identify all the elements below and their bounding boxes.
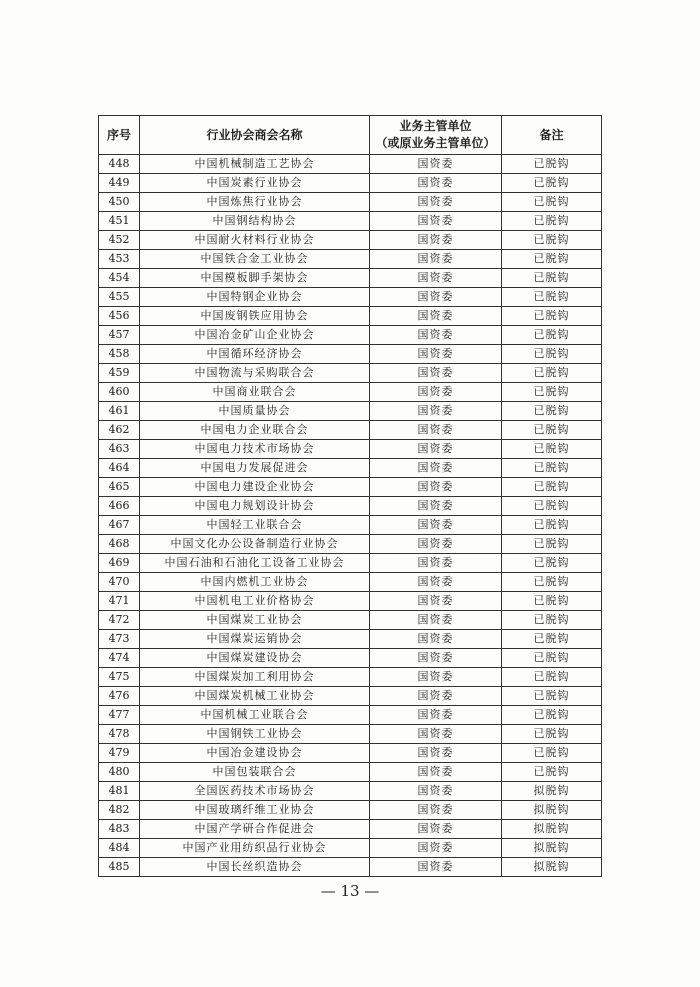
cell-association-name: 中国耐火材料行业协会 (140, 231, 370, 250)
cell-remarks: 已脱钩 (502, 592, 602, 611)
cell-association-name: 中国煤炭加工利用协会 (140, 668, 370, 687)
cell-association-name: 中国钢铁工业协会 (140, 725, 370, 744)
cell-remarks: 已脱钩 (502, 288, 602, 307)
cell-association-name: 中国煤炭运销协会 (140, 630, 370, 649)
table-row (99, 212, 602, 231)
cell-remarks: 已脱钩 (502, 383, 602, 402)
cell-remarks: 已脱钩 (502, 516, 602, 535)
header-serial-number: 序号 (99, 116, 140, 155)
cell-supervising-unit: 国资委 (370, 573, 502, 592)
cell-remarks: 已脱钩 (502, 535, 602, 554)
cell-remarks: 已脱钩 (502, 231, 602, 250)
cell-serial-number: 462 (99, 421, 140, 440)
cell-supervising-unit: 国资委 (370, 801, 502, 820)
cell-supervising-unit: 国资委 (370, 649, 502, 668)
table-row (99, 744, 602, 763)
cell-supervising-unit: 国资委 (370, 820, 502, 839)
cell-association-name: 中国电力规划设计协会 (140, 497, 370, 516)
table-row (99, 307, 602, 326)
cell-association-name: 中国铁合金工业协会 (140, 250, 370, 269)
table-row (99, 516, 602, 535)
cell-remarks: 拟脱钩 (502, 839, 602, 858)
cell-supervising-unit: 国资委 (370, 687, 502, 706)
cell-remarks: 已脱钩 (502, 155, 602, 174)
cell-serial-number: 464 (99, 459, 140, 478)
cell-supervising-unit: 国资委 (370, 269, 502, 288)
cell-association-name: 中国产学研合作促进会 (140, 820, 370, 839)
cell-serial-number: 476 (99, 687, 140, 706)
cell-remarks: 已脱钩 (502, 250, 602, 269)
cell-serial-number: 469 (99, 554, 140, 573)
cell-supervising-unit: 国资委 (370, 630, 502, 649)
cell-association-name: 中国包装联合会 (140, 763, 370, 782)
cell-supervising-unit: 国资委 (370, 725, 502, 744)
table-header-row (99, 116, 602, 155)
cell-association-name: 中国电力建设企业协会 (140, 478, 370, 497)
table-row (99, 763, 602, 782)
table-row (99, 687, 602, 706)
cell-association-name: 中国商业联合会 (140, 383, 370, 402)
cell-association-name: 中国循环经济协会 (140, 345, 370, 364)
cell-serial-number: 461 (99, 402, 140, 421)
header-association-name: 行业协会商会名称 (140, 116, 370, 155)
cell-serial-number: 483 (99, 820, 140, 839)
cell-association-name: 中国煤炭工业协会 (140, 611, 370, 630)
cell-association-name: 中国钢结构协会 (140, 212, 370, 231)
cell-supervising-unit: 国资委 (370, 174, 502, 193)
cell-serial-number: 450 (99, 193, 140, 212)
table-row (99, 706, 602, 725)
cell-serial-number: 471 (99, 592, 140, 611)
cell-remarks: 已脱钩 (502, 706, 602, 725)
cell-association-name: 中国电力发展促进会 (140, 459, 370, 478)
cell-remarks: 已脱钩 (502, 212, 602, 231)
cell-remarks: 已脱钩 (502, 725, 602, 744)
cell-serial-number: 465 (99, 478, 140, 497)
cell-supervising-unit: 国资委 (370, 288, 502, 307)
cell-remarks: 已脱钩 (502, 440, 602, 459)
cell-supervising-unit: 国资委 (370, 782, 502, 801)
cell-serial-number: 460 (99, 383, 140, 402)
cell-supervising-unit: 国资委 (370, 516, 502, 535)
cell-supervising-unit: 国资委 (370, 383, 502, 402)
cell-supervising-unit: 国资委 (370, 307, 502, 326)
cell-association-name: 中国长丝织造协会 (140, 858, 370, 877)
cell-serial-number: 474 (99, 649, 140, 668)
cell-remarks: 拟脱钩 (502, 858, 602, 877)
cell-serial-number: 485 (99, 858, 140, 877)
table-row (99, 231, 602, 250)
cell-supervising-unit: 国资委 (370, 706, 502, 725)
header-supervising-unit-line2: （或原业务主管单位） (375, 136, 496, 150)
table-row (99, 364, 602, 383)
cell-supervising-unit: 国资委 (370, 155, 502, 174)
cell-association-name: 中国石油和石油化工设备工业协会 (140, 554, 370, 573)
cell-remarks: 已脱钩 (502, 763, 602, 782)
cell-serial-number: 475 (99, 668, 140, 687)
cell-remarks: 已脱钩 (502, 307, 602, 326)
cell-supervising-unit: 国资委 (370, 497, 502, 516)
cell-supervising-unit: 国资委 (370, 668, 502, 687)
cell-association-name: 中国冶金矿山企业协会 (140, 326, 370, 345)
cell-supervising-unit: 国资委 (370, 440, 502, 459)
table-row (99, 630, 602, 649)
cell-serial-number: 472 (99, 611, 140, 630)
cell-supervising-unit: 国资委 (370, 592, 502, 611)
cell-remarks: 已脱钩 (502, 174, 602, 193)
cell-supervising-unit: 国资委 (370, 535, 502, 554)
cell-remarks: 已脱钩 (502, 364, 602, 383)
cell-remarks: 已脱钩 (502, 611, 602, 630)
cell-remarks: 拟脱钩 (502, 801, 602, 820)
cell-serial-number: 479 (99, 744, 140, 763)
page-number: — 13 — (320, 882, 380, 900)
cell-remarks: 已脱钩 (502, 687, 602, 706)
cell-remarks: 已脱钩 (502, 269, 602, 288)
table-row (99, 554, 602, 573)
cell-remarks: 已脱钩 (502, 326, 602, 345)
cell-serial-number: 459 (99, 364, 140, 383)
cell-serial-number: 484 (99, 839, 140, 858)
table-row (99, 402, 602, 421)
cell-association-name: 中国机械制造工艺协会 (140, 155, 370, 174)
cell-association-name: 中国模板脚手架协会 (140, 269, 370, 288)
table-row (99, 801, 602, 820)
cell-serial-number: 453 (99, 250, 140, 269)
cell-supervising-unit: 国资委 (370, 326, 502, 345)
cell-association-name: 中国物流与采购联合会 (140, 364, 370, 383)
cell-association-name: 中国轻工业联合会 (140, 516, 370, 535)
cell-supervising-unit: 国资委 (370, 839, 502, 858)
cell-remarks: 已脱钩 (502, 649, 602, 668)
table-row (99, 326, 602, 345)
table-row (99, 478, 602, 497)
cell-association-name: 中国煤炭建设协会 (140, 649, 370, 668)
header-remarks: 备注 (502, 116, 602, 155)
cell-association-name: 中国废钢铁应用协会 (140, 307, 370, 326)
cell-remarks: 已脱钩 (502, 402, 602, 421)
table-row (99, 459, 602, 478)
table-row (99, 535, 602, 554)
cell-association-name: 中国玻璃纤维工业协会 (140, 801, 370, 820)
cell-serial-number: 480 (99, 763, 140, 782)
cell-remarks: 已脱钩 (502, 630, 602, 649)
cell-supervising-unit: 国资委 (370, 459, 502, 478)
table-row (99, 383, 602, 402)
cell-serial-number: 451 (99, 212, 140, 231)
cell-serial-number: 452 (99, 231, 140, 250)
cell-serial-number: 456 (99, 307, 140, 326)
cell-association-name: 中国炭素行业协会 (140, 174, 370, 193)
table-row (99, 573, 602, 592)
cell-association-name: 中国质量协会 (140, 402, 370, 421)
cell-remarks: 已脱钩 (502, 744, 602, 763)
cell-supervising-unit: 国资委 (370, 611, 502, 630)
cell-serial-number: 466 (99, 497, 140, 516)
cell-serial-number: 454 (99, 269, 140, 288)
table-row (99, 858, 602, 877)
cell-supervising-unit: 国资委 (370, 364, 502, 383)
cell-remarks: 已脱钩 (502, 345, 602, 364)
cell-remarks: 已脱钩 (502, 421, 602, 440)
table-row (99, 782, 602, 801)
table-row (99, 269, 602, 288)
cell-supervising-unit: 国资委 (370, 554, 502, 573)
table-row (99, 250, 602, 269)
cell-remarks: 已脱钩 (502, 459, 602, 478)
table-row (99, 345, 602, 364)
cell-serial-number: 458 (99, 345, 140, 364)
cell-supervising-unit: 国资委 (370, 402, 502, 421)
cell-association-name: 中国产业用纺织品行业协会 (140, 839, 370, 858)
cell-serial-number: 477 (99, 706, 140, 725)
header-supervising-unit-line1: 业务主管单位 (399, 119, 472, 133)
cell-supervising-unit: 国资委 (370, 345, 502, 364)
cell-serial-number: 478 (99, 725, 140, 744)
table-row (99, 497, 602, 516)
cell-supervising-unit: 国资委 (370, 421, 502, 440)
cell-serial-number: 470 (99, 573, 140, 592)
cell-serial-number: 482 (99, 801, 140, 820)
cell-association-name: 中国电力技术市场协会 (140, 440, 370, 459)
cell-association-name: 全国医药技术市场协会 (140, 782, 370, 801)
table-row (99, 611, 602, 630)
table-row (99, 174, 602, 193)
cell-association-name: 中国特钢企业协会 (140, 288, 370, 307)
table-row (99, 820, 602, 839)
table-row (99, 440, 602, 459)
table-body (99, 155, 602, 877)
cell-supervising-unit: 国资委 (370, 193, 502, 212)
cell-remarks: 已脱钩 (502, 554, 602, 573)
cell-association-name: 中国炼焦行业协会 (140, 193, 370, 212)
table-row (99, 592, 602, 611)
table-row (99, 288, 602, 307)
table-row (99, 649, 602, 668)
cell-supervising-unit: 国资委 (370, 744, 502, 763)
header-supervising-unit (370, 116, 502, 155)
cell-remarks: 已脱钩 (502, 668, 602, 687)
cell-supervising-unit: 国资委 (370, 763, 502, 782)
table-row (99, 421, 602, 440)
table-row (99, 668, 602, 687)
cell-association-name: 中国机械工业联合会 (140, 706, 370, 725)
cell-association-name: 中国文化办公设备制造行业协会 (140, 535, 370, 554)
cell-association-name: 中国冶金建设协会 (140, 744, 370, 763)
cell-remarks: 已脱钩 (502, 193, 602, 212)
table-row (99, 839, 602, 858)
cell-association-name: 中国煤炭机械工业协会 (140, 687, 370, 706)
cell-association-name: 中国电力企业联合会 (140, 421, 370, 440)
cell-remarks: 拟脱钩 (502, 820, 602, 839)
associations-table (98, 115, 602, 877)
cell-remarks: 已脱钩 (502, 497, 602, 516)
cell-remarks: 拟脱钩 (502, 782, 602, 801)
cell-serial-number: 448 (99, 155, 140, 174)
cell-remarks: 已脱钩 (502, 573, 602, 592)
cell-supervising-unit: 国资委 (370, 212, 502, 231)
cell-serial-number: 473 (99, 630, 140, 649)
cell-serial-number: 467 (99, 516, 140, 535)
cell-supervising-unit: 国资委 (370, 858, 502, 877)
cell-serial-number: 481 (99, 782, 140, 801)
table-row (99, 193, 602, 212)
cell-serial-number: 457 (99, 326, 140, 345)
cell-serial-number: 449 (99, 174, 140, 193)
cell-serial-number: 468 (99, 535, 140, 554)
cell-supervising-unit: 国资委 (370, 231, 502, 250)
table-row (99, 155, 602, 174)
cell-serial-number: 455 (99, 288, 140, 307)
cell-supervising-unit: 国资委 (370, 250, 502, 269)
table-row (99, 725, 602, 744)
cell-supervising-unit: 国资委 (370, 478, 502, 497)
cell-serial-number: 463 (99, 440, 140, 459)
cell-remarks: 已脱钩 (502, 478, 602, 497)
cell-association-name: 中国内燃机工业协会 (140, 573, 370, 592)
cell-association-name: 中国机电工业价格协会 (140, 592, 370, 611)
